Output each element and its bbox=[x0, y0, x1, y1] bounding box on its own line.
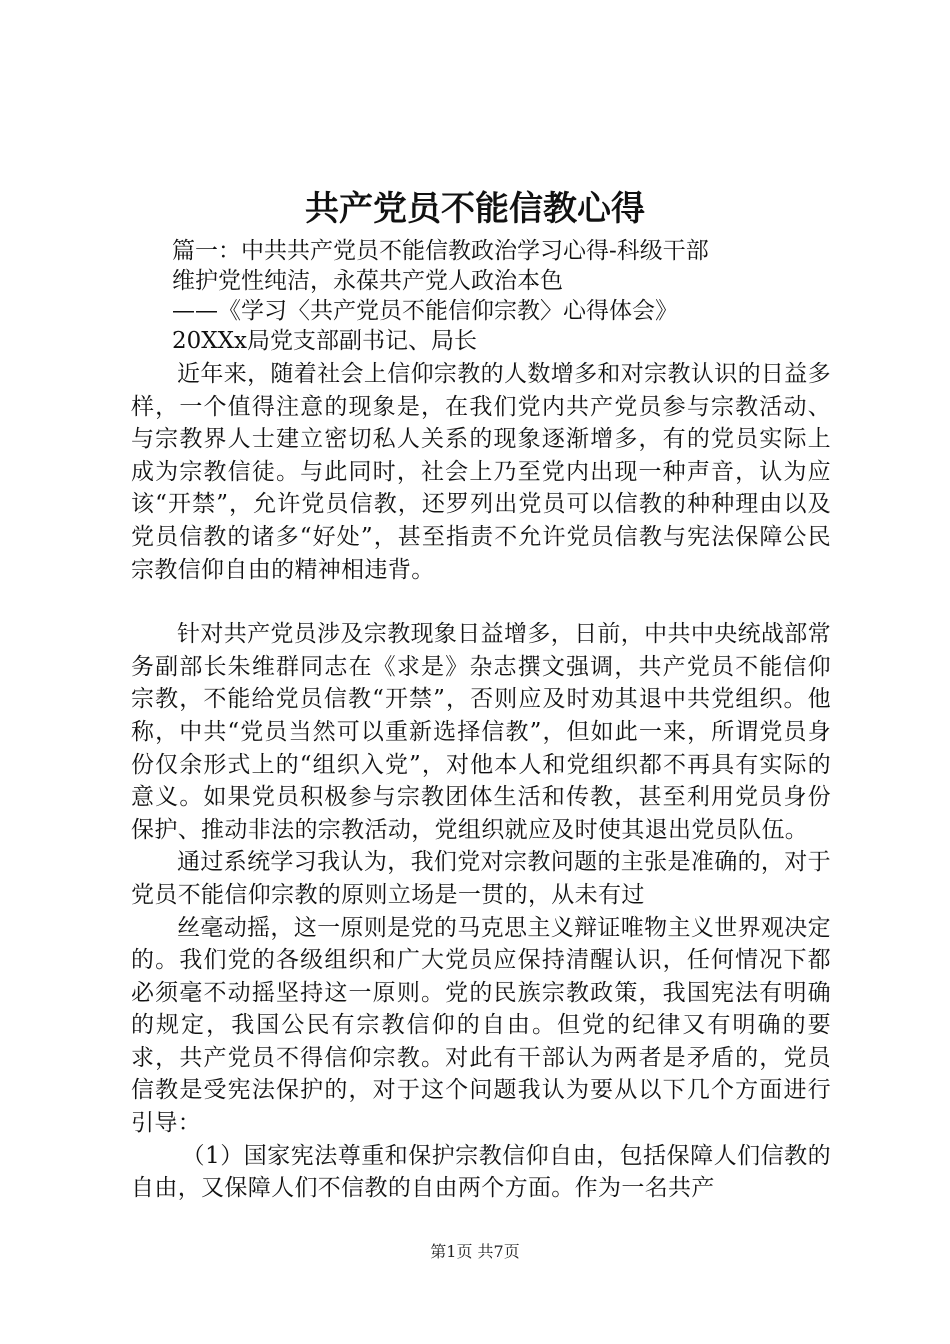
document-title: 共产党员不能信教心得 bbox=[305, 189, 645, 229]
header-line-subtitle: ——《学习〈共产党员不能信仰宗教〉心得体会》 bbox=[172, 298, 678, 324]
body-paragraph: （1）国家宪法尊重和保护宗教信仰自由，包括保障人们信教的自由，又保障人们不信教的自由两个方面。作为一名共产 bbox=[131, 1142, 831, 1202]
body-paragraph: 针对共产党员涉及宗教现象日益增多，日前，中共中央统战部常务副部长朱维群同志在《求是》杂志撰文强调，共产党员不能信仰宗教，不能给党员信教“开禁”，否则应及时劝其退中共党组织。他称，中共“党员当然可以重新选择信教”，但如此一来，所谓党员身份仅余形式上的“组织入党”，对他本人和党组织都不再具有实际的意义。如果党员积极参与宗教团体生活和传教，甚至利用党员身份保护、推动非法的宗教活动，党组织就应及时使其退出党员队伍。 bbox=[131, 621, 831, 843]
body-paragraph: 通过系统学习我认为，我们党对宗教问题的主张是准确的，对于党员不能信仰宗教的原则立场是一贯的，从未有过 bbox=[131, 849, 831, 908]
header-line-slogan: 维护党性纯洁，永葆共产党人政治本色 bbox=[172, 268, 563, 294]
header-line-author: 20XXx局党支部副书记、局长 bbox=[172, 328, 477, 354]
document-header-lines bbox=[172, 236, 872, 356]
body-paragraph: 近年来，随着社会上信仰宗教的人数增多和对宗教认识的日益多样，一个值得注意的现象是，在我们党内共产党员参与宗教活动、与宗教界人士建立密切私人关系的现象逐渐增多，有的党员实际上成为宗教信徒。与此同时，社会上乃至党内出现一种声音，认为应该“开禁”，允许党员信教，还罗列出党员可以信教的种种理由以及党员信教的诸多“好处”，甚至指责不允许党员信教与宪法保障公民宗教信仰自由的精神相违背。 bbox=[131, 361, 831, 583]
header-line-chapter: 篇一：中共共产党员不能信教政治学习心得-科级干部 bbox=[172, 238, 709, 264]
page-number-footer: 第1页 共7页 bbox=[430, 1242, 520, 1261]
body-paragraph: 丝毫动摇，这一原则是党的马克思主义辩证唯物主义世界观决定的。我们党的各级组织和广大党员应保持清醒认识，任何情况下都必须毫不动摇坚持这一原则。党的民族宗教政策，我国宪法有明确的规定，我国公民有宗教信仰的自由。但党的纪律又有明确的要求，共产党员不得信仰宗教。对此有干部认为两者是矛盾的，党员信教是受宪法保护的，对于这个问题我认为要从以下几个方面进行引导： bbox=[131, 914, 831, 1137]
document-body bbox=[131, 358, 831, 1205]
